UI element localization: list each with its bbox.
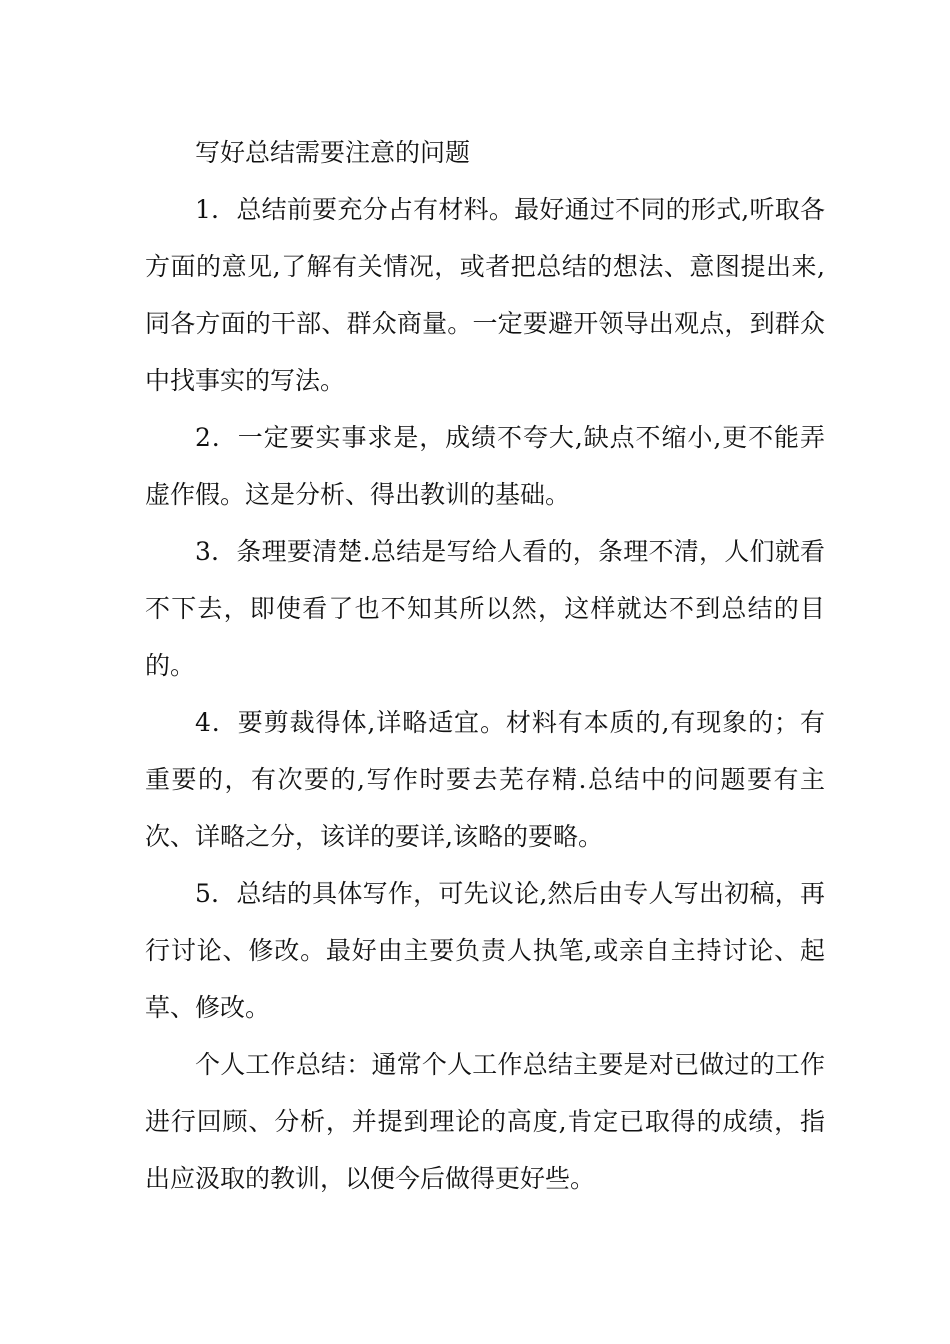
paragraph-personal-summary: 个人工作总结：通常个人工作总结主要是对已做过的工作进行回顾、分析，并提到理论的高度,肯定已取得的成绩，指出应汲取的教训，以便今后做得更好些。 — [145, 1050, 825, 1193]
paragraph-1: 1．总结前要充分占有材料。最好通过不同的形式,听取各方面的意见,了解有关情况，或者把总结的想法、意图提出来,同各方面的干部、群众商量。一定要避开领导出观点，到群众中找事实的写法。 — [145, 195, 825, 395]
paragraph-4: 4．要剪裁得体,详略适宜。材料有本质的,有现象的；有重要的，有次要的,写作时要去芜存精.总结中的问题要有主次、详略之分，该详的要详,该略的要略。 — [145, 708, 825, 851]
document-title: 写好总结需要注意的问题 — [195, 138, 471, 167]
paragraph-5: 5．总结的具体写作，可先议论,然后由专人写出初稿，再行讨论、修改。最好由主要负责人执笔,或亲自主持讨论、起草、修改。 — [145, 879, 825, 1022]
document-body — [145, 124, 825, 1207]
paragraph-3: 3．条理要清楚.总结是写给人看的，条理不清，人们就看不下去，即使看了也不知其所以然，这样就达不到总结的目的。 — [145, 537, 825, 680]
paragraph-2: 2．一定要实事求是，成绩不夸大,缺点不缩小,更不能弄虚作假。这是分析、得出教训的基础。 — [145, 423, 825, 509]
